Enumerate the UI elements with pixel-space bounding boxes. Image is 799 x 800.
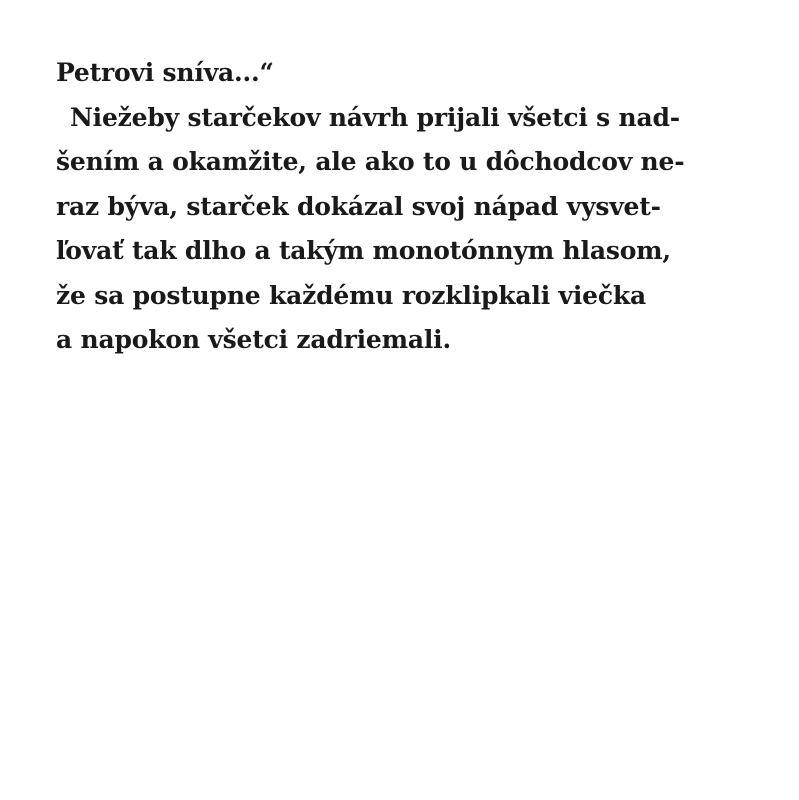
text-line: šením a okamžite, ale ako to u dôchodcov ne- (56, 147, 685, 176)
text-line: Petrovi sníva...“ (56, 58, 274, 87)
text-line: že sa postupne každému rozklipkali viečka (56, 280, 646, 310)
paragraph-first-line: Niežeby starčekov návrh prijali všetci s nad- (70, 102, 680, 132)
text-line: a napokon všetci zadriemali. (56, 325, 451, 354)
body-text (56, 51, 756, 363)
text-line: raz býva, starček dokázal svoj nápad vysvet- (56, 191, 661, 221)
text-line: ľovať tak dlho a takým monotónnym hlasom, (56, 236, 671, 265)
